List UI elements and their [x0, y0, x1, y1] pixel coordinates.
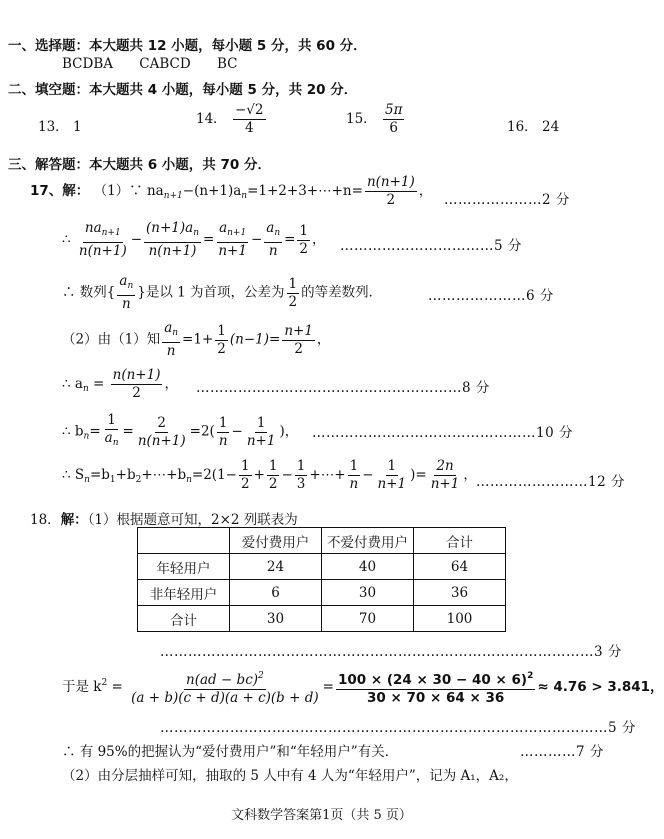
table-cell: 合计 — [138, 606, 230, 632]
q13-label: 13． — [38, 119, 69, 135]
contingency-table — [137, 527, 506, 632]
q14-answer — [196, 102, 268, 137]
section-3-heading: 三、解答题：本大题共 6 小题，共 70 分． — [8, 157, 271, 173]
q17-step6: ∴ $b_n=$ $\frac{1}{a_n}$ = $\frac{2}{n(n+1)}$ =2( $\frac{1}{n}$ − $\frac{1}{n+1}$ )， — [62, 412, 299, 449]
q17-step1: 17、解： （1）∵ $na_{n+1}-(n+1)a_n=1+2+3+\cdots+n=$ $\frac{n(n+1)}{2}$ ， — [30, 174, 433, 208]
q17-s3-text-a: ∴ 数列{ — [62, 284, 116, 301]
q17-s2-score: ……………………………5 分 — [340, 238, 522, 254]
q18-label2: 解： — [60, 512, 88, 528]
table-cell: 30 — [322, 580, 414, 606]
q17-s3-score: …………………6 分 — [428, 288, 554, 304]
q17-s6-eq2: =2( — [189, 423, 215, 440]
q17-s2-therefore: ∴ — [62, 231, 71, 248]
q16-answer — [507, 115, 559, 135]
q17-step7: ∴ $S_n=b_1+b_2+\cdots+b_n=2(1-$ $\frac{1}{2}$ + $\frac{1}{2}$ − $\frac{1}{3}$ +⋯+ $\frac{1}{n}$ − $\frac{1}{n+1}$ )= $\frac{2n}{n+1}$ ， — [62, 458, 477, 492]
table-row — [138, 554, 506, 580]
table-cell: 70 — [322, 606, 414, 632]
q18-k-num: n(ad − bc) — [186, 672, 259, 688]
q17-s2-f3-num: a — [219, 220, 228, 236]
q17-step3: ∴ 数列{ $\frac{a_n}{n}$ }是以 1 为首项，公差为 $\frac{1}{2}$ 的等差数列． — [62, 273, 383, 312]
q17-s4-mid: =1+ — [182, 331, 214, 348]
q17-s7-expr6: )= — [410, 467, 427, 483]
section-2-heading: 二、填空题：本大题共 4 小题，每小题 5 分，共 20 分． — [8, 82, 358, 98]
q17-s3-text-b: }是以 1 为首项，公差为 — [137, 284, 285, 301]
q17-s1-rest: −(n+1)a — [182, 183, 242, 199]
table-cell: 爱付费用户 — [230, 528, 322, 554]
table-cell: 合计 — [414, 528, 506, 554]
table-cell: 非年轻用户 — [138, 580, 230, 606]
q17-s7-tail: ， — [463, 467, 477, 483]
q17-s7-text: ∴ S — [62, 467, 85, 483]
q14-num: −√2 — [234, 102, 264, 118]
q17-s2-f4-num: a — [266, 220, 275, 236]
table-cell — [138, 528, 230, 554]
q17-s1-frac-num: n(n+1) — [366, 174, 415, 190]
q17-s2-half-den: 2 — [299, 240, 309, 257]
q17-s1-frac-den: 2 — [386, 192, 396, 208]
q18-conclusion: ∴ 有 95%的把握认为“爱付费用户”和“年轻用户”有关． — [62, 744, 399, 760]
q17-s2-f4-den: n — [268, 243, 278, 259]
q17-s5-score: …………………………………………………8 分 — [196, 380, 490, 396]
q17-label: 17、解： — [30, 183, 90, 199]
q15-num: 5π — [384, 102, 403, 118]
q17-s6-eq: = — [89, 423, 101, 440]
q17-s5-text: ∴ a — [62, 376, 83, 392]
q17-s1-score: …………………2 分 — [444, 192, 570, 208]
q16-value: 24 — [541, 119, 560, 135]
q17-s2-f2-num: (n+1)a — [146, 220, 194, 236]
q17-s4-text-a: （2）由（1）知 — [62, 331, 161, 348]
choice-answers — [62, 56, 238, 72]
table-cell: 6 — [230, 580, 322, 606]
table-cell: 24 — [230, 554, 322, 580]
page-footer: 文科数学答案第1页（共 5 页） — [231, 808, 412, 823]
q17-s7-score: ……………………12 分 — [476, 474, 625, 490]
q18-table-score: …………………………………………………………………………………3 分 — [160, 644, 622, 660]
table-header-row — [138, 528, 506, 554]
table-cell: 40 — [322, 554, 414, 580]
q17-s2-f1-den: n(n+1) — [78, 243, 127, 259]
q17-s7-expr3: +⋯+b — [141, 467, 187, 483]
q17-s2-half-num: 1 — [299, 222, 309, 239]
answers-1-5: BCDBA — [62, 56, 113, 72]
section-1-heading: 一、选择题：本大题共 12 小题，每小题 5 分，共 60 分． — [8, 38, 367, 54]
q18-step2: （2）由分层抽样可知，抽取的 5 人中有 4 人为“年轻用户”，记为 A₁，A₂， — [62, 768, 518, 784]
table-cell: 64 — [414, 554, 506, 580]
q17-s7-expr5: +⋯+ — [309, 467, 346, 483]
q13-value: 1 — [72, 119, 82, 135]
q17-s5-tail: ， — [164, 376, 178, 392]
q17-s6-tail: )， — [279, 423, 299, 440]
q17-step4: （2）由（1）知 $\frac{a_n}{n}$ =1+ $\frac{1}{2}$ (n−1)= $\frac{n+1}{2}$ ， — [62, 320, 331, 359]
q15-answer — [346, 102, 406, 137]
table-cell: 不爱付费用户 — [322, 528, 414, 554]
q18-k-score: ……………………………………………………………………………………5 分 — [160, 720, 636, 736]
q18-k-text: 于是 k — [62, 679, 102, 695]
q17-s6-text: ∴ b — [62, 423, 84, 440]
q18-conclusion-score: …………7 分 — [520, 744, 604, 760]
q16-label: 16． — [507, 119, 538, 135]
q17-s2-f2-den: n(n+1) — [148, 243, 197, 259]
q15-den: 6 — [389, 120, 399, 136]
q17-step5: ∴ $a_n$ = $\frac{n(n+1)}{2}$ ， — [62, 367, 178, 401]
table-row — [138, 580, 506, 606]
q17-s1-sum: =1+2+3+⋯+n= — [247, 183, 363, 199]
q18-s1-text: （1）根据题意可知，2×2 列联表为 — [87, 512, 298, 528]
q17-s3-text-c: 的等差数列． — [301, 284, 383, 301]
q14-den: 4 — [244, 120, 254, 136]
q18-label: 18． — [30, 512, 61, 528]
table-cell: 年轻用户 — [138, 554, 230, 580]
q18-k-squared: 于是 $k^2$ = $\frac{n(ad - bc)^2}{(a + b)(c + d)(a + c)(b + d)}$ = $\frac{100 \times (24 \times 30 - 40 \times 6)^2}{30 \times 70 \times 64 \times 36}$ ≈ 4.76 > 3.841， — [62, 668, 664, 707]
q18-k-num2: 100 × (24 × 30 − 40 × 6) — [337, 672, 528, 688]
table-row — [138, 606, 506, 632]
answers-11-12: BC — [217, 56, 238, 72]
table-cell: 36 — [414, 580, 506, 606]
q17-s4-n1: (n−1)= — [229, 331, 281, 348]
q17-s7-num: 2n — [436, 458, 454, 474]
q15-label: 15． — [346, 111, 377, 127]
table-cell: 100 — [414, 606, 506, 632]
q17-s4-tail: ， — [316, 331, 331, 348]
q17-s1-text: （1）∵ na — [93, 183, 164, 199]
q18-k-den2: 30 × 70 × 64 × 36 — [366, 690, 505, 706]
q17-s2-f3-den: n+1 — [218, 243, 247, 259]
q17-s7-expr4: =2(1− — [191, 467, 237, 483]
q17-s7-expr: =b — [89, 467, 110, 483]
q17-s4-frac-num: n+1 — [284, 322, 313, 339]
q17-s2-f1-num: na — [84, 220, 102, 236]
q17-s7-den: n+1 — [430, 476, 460, 492]
q17-step2: ∴ $\frac{na_{n+1}}{n(n+1)}$ − $\frac{(n+1)a_n}{n(n+1)}$ = $\frac{a_{n+1}}{n+1}$ − $\frac{a_n}{n}$ = $\frac{1}{2}$ ， — [62, 220, 326, 259]
answers-6-10: CABCD — [139, 56, 191, 72]
q17-s7-expr2: +b — [115, 467, 136, 483]
q18-step1 — [30, 508, 298, 528]
table-cell: 30 — [230, 606, 322, 632]
q17-s6-score: …………………………………………10 分 — [312, 425, 573, 441]
q14-label: 14． — [196, 111, 227, 127]
q13-answer — [38, 115, 82, 135]
q18-k-den: (a + b)(c + d)(a + c)(b + d) — [131, 690, 319, 706]
q18-k-result: ≈ 4.76 > 3.841， — [537, 679, 664, 695]
